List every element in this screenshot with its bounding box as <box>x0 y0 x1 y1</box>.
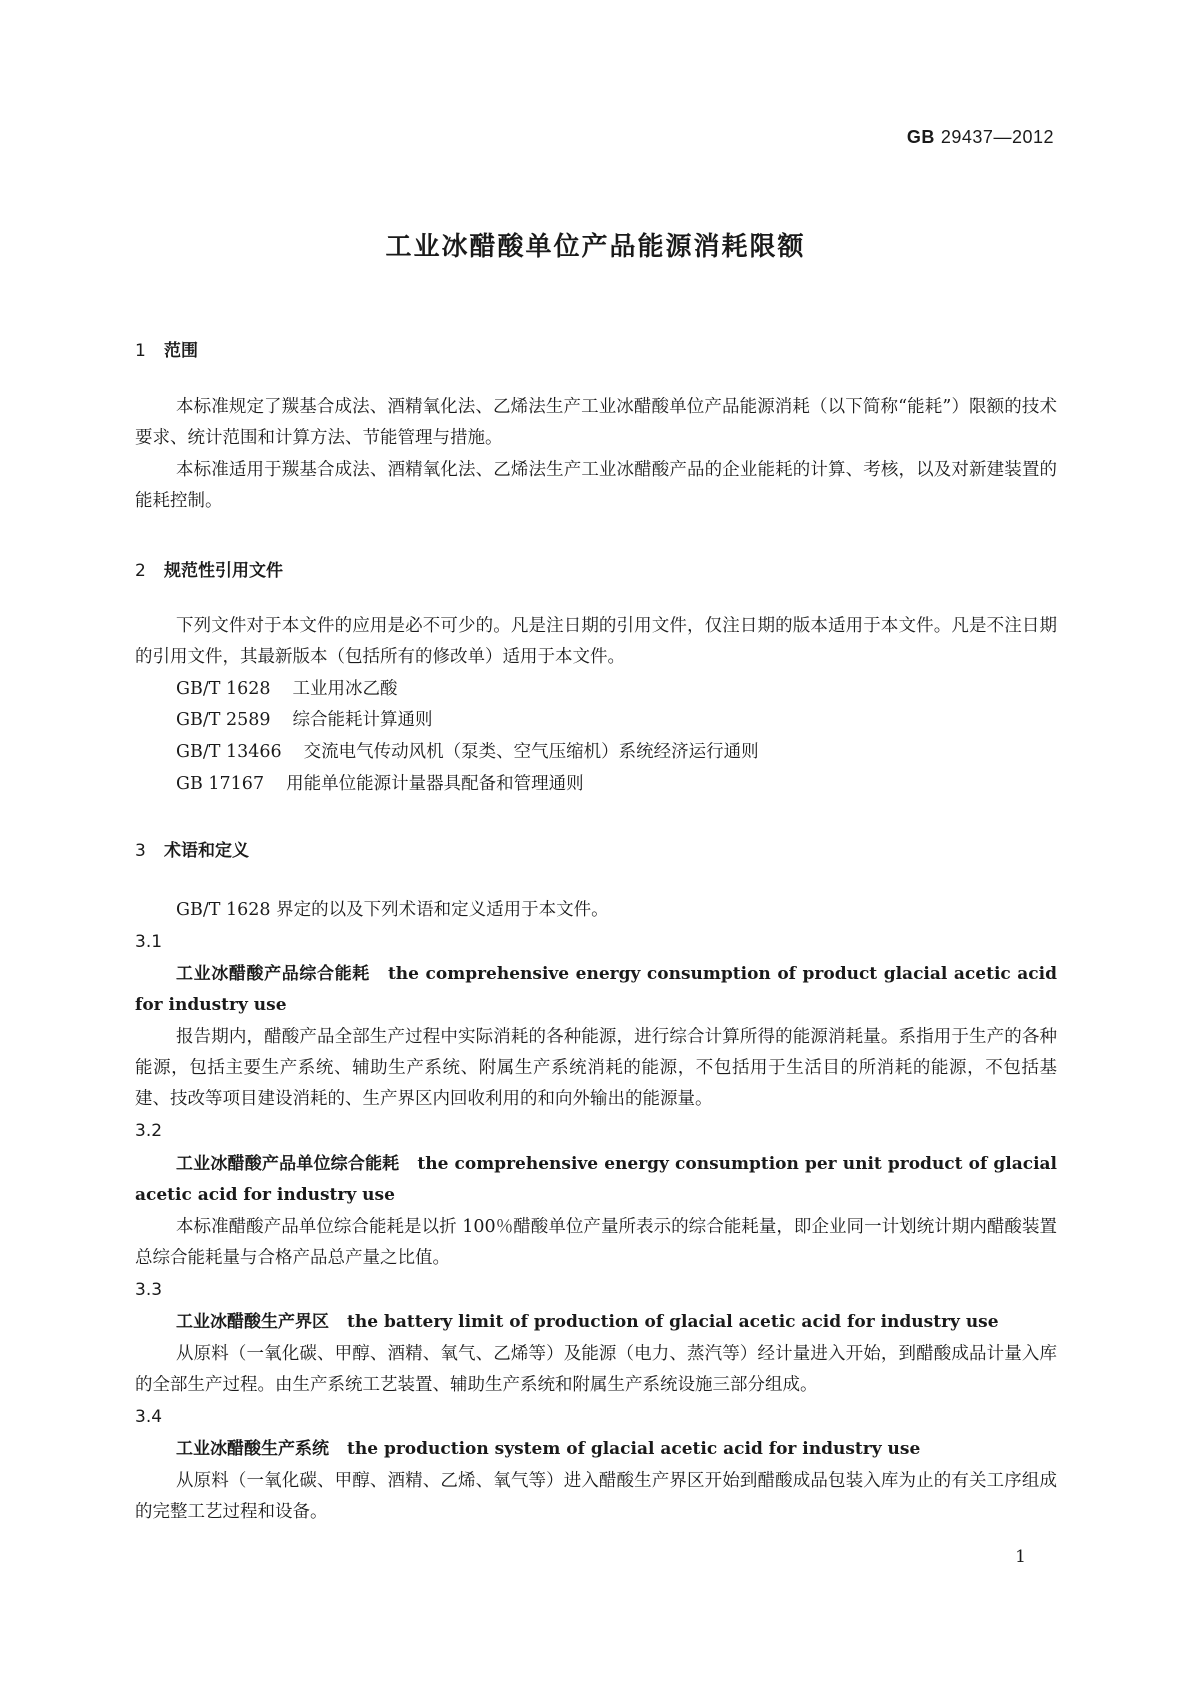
section-title: 规范性引用文件 <box>164 561 283 581</box>
term-definition: 从原料（一氧化碳、甲醇、酒精、氧气、乙烯等）及能源（电力、蒸汽等）经计量进入开始，到醋酸成品计量入库的全部生产过程。由生产系统工艺装置、辅助生产系统和附属生产系统设施三部分组成。 <box>135 1344 1057 1395</box>
section-heading-scope <box>135 336 198 361</box>
reference-code: GB/T 1628 <box>176 679 271 699</box>
reference-name: 工业用冰乙酸 <box>292 679 398 699</box>
reference-item <box>176 705 433 736</box>
standard-number: 29437—2012 <box>940 127 1054 147</box>
section-heading-normative-references <box>135 556 283 581</box>
term-heading <box>135 1149 1057 1211</box>
reference-name: 交流电气传动风机（泵类、空气压缩机）系统经济运行通则 <box>303 742 759 762</box>
standard-code <box>907 127 1054 148</box>
references-intro: 下列文件对于本文件的应用是必不可少的。凡是注日期的引用文件，仅注日期的版本适用于本文件。凡是不注日期的引用文件，其最新版本（包括所有的修改单）适用于本文件。 <box>135 616 1057 667</box>
reference-item <box>176 674 398 705</box>
section-number: 1 <box>135 341 146 361</box>
term-heading <box>135 1307 1057 1338</box>
term-en: the production system of glacial acetic acid for industry use <box>347 1439 921 1459</box>
term-heading <box>135 1434 1057 1465</box>
term-zh: 工业冰醋酸生产界区 <box>176 1312 329 1332</box>
document-title: 工业冰醋酸单位产品能源消耗限额 <box>385 232 806 262</box>
terms-intro: GB/T 1628 界定的以及下列术语和定义适用于本文件。 <box>176 900 609 920</box>
clause-number: 3.1 <box>135 932 163 952</box>
clause-number: 3.3 <box>135 1280 163 1300</box>
clause-number: 3.4 <box>135 1407 163 1427</box>
reference-code: GB/T 13466 <box>176 742 282 762</box>
term-heading <box>135 959 1057 1021</box>
term-zh: 工业冰醋酸产品综合能耗 <box>176 964 370 984</box>
term-zh: 工业冰醋酸产品单位综合能耗 <box>176 1154 400 1174</box>
term-en: the battery limit of production of glacial acetic acid for industry use <box>347 1312 999 1332</box>
reference-code: GB/T 2589 <box>176 710 271 730</box>
scope-paragraph-1: 本标准规定了羰基合成法、酒精氧化法、乙烯法生产工业冰醋酸单位产品能源消耗（以下简称“能耗”）限额的技术要求、统计范围和计算方法、节能管理与措施。 <box>135 397 1057 448</box>
reference-name: 用能单位能源计量器具配备和管理通则 <box>286 774 584 794</box>
scope-paragraph-2: 本标准适用于羰基合成法、酒精氧化法、乙烯法生产工业冰醋酸产品的企业能耗的计算、考核，以及对新建装置的能耗控制。 <box>135 460 1057 511</box>
term-definition: 本标准醋酸产品单位综合能耗是以折 100％醋酸单位产量所表示的综合能耗量，即企业同一计划统计期内醋酸装置总综合能耗量与合格产品总产量之比值。 <box>135 1217 1057 1268</box>
clause-number: 3.2 <box>135 1121 163 1141</box>
section-number: 2 <box>135 561 146 581</box>
term-zh: 工业冰醋酸生产系统 <box>176 1439 329 1459</box>
section-heading-terms <box>135 836 249 861</box>
term-en: the comprehensive energy consumption per unit product of glacial acetic acid for industry use <box>135 1154 1057 1205</box>
reference-item <box>176 769 584 800</box>
standard-prefix: GB <box>906 127 935 147</box>
term-en: the comprehensive energy consumption of product glacial acetic acid for industry use <box>135 964 1058 1015</box>
section-title: 范围 <box>164 341 198 361</box>
reference-code: GB 17167 <box>176 774 265 794</box>
term-definition: 从原料（一氧化碳、甲醇、酒精、乙烯、氧气等）进入醋酸生产界区开始到醋酸成品包装入库为止的有关工序组成的完整工艺过程和设备。 <box>135 1471 1057 1522</box>
section-number: 3 <box>135 841 146 861</box>
section-title: 术语和定义 <box>164 841 249 861</box>
page-number: 1 <box>1015 1547 1026 1567</box>
reference-item <box>176 737 759 768</box>
term-definition: 报告期内，醋酸产品全部生产过程中实际消耗的各种能源，进行综合计算所得的能源消耗量。系指用于生产的各种能源，包括主要生产系统、辅助生产系统、附属生产系统消耗的能源，不包括用于生活目的所消耗的能源，不包括基建、技改等项目建设消耗的、生产界区内回收利用的和向外输出的能源量。 <box>135 1027 1057 1109</box>
reference-name: 综合能耗计算通则 <box>292 710 433 730</box>
